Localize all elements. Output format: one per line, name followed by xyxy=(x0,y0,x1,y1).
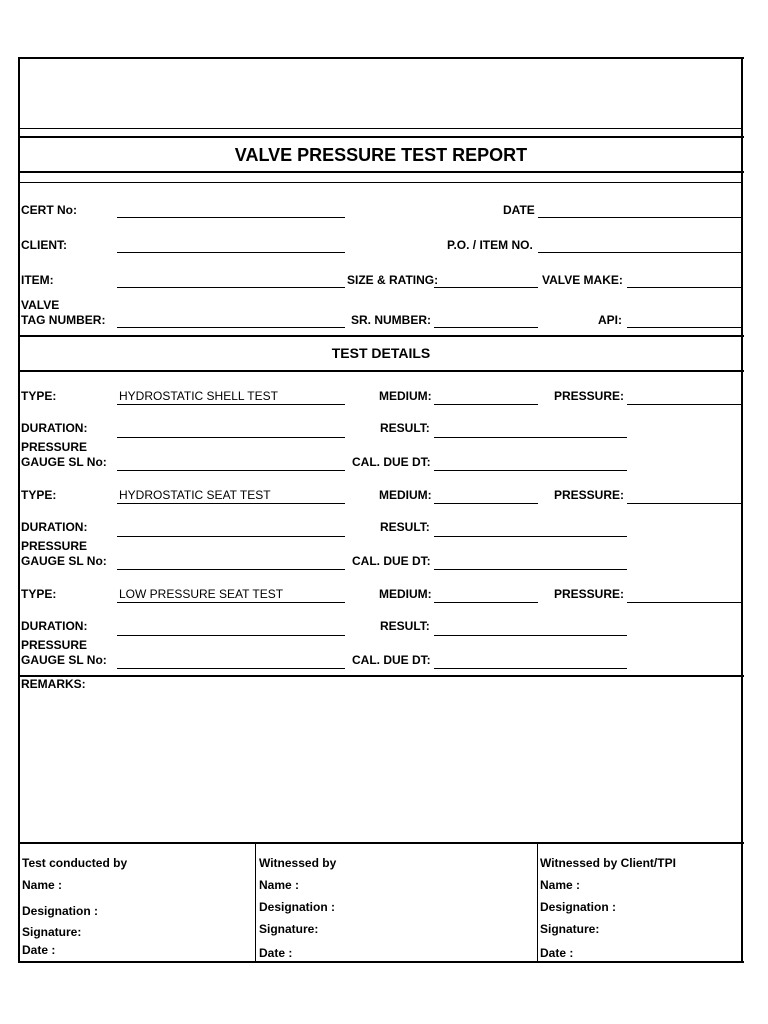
result-label: RESULT: xyxy=(380,619,430,633)
column-heading: Test conducted by xyxy=(22,856,128,870)
cal-due-label: CAL. DUE DT: xyxy=(352,455,431,469)
name-label: Name : xyxy=(259,878,300,892)
api-field[interactable] xyxy=(627,327,742,328)
size-rating-label: SIZE & RATING: xyxy=(347,273,439,287)
rule xyxy=(18,171,744,173)
date-label: DATE xyxy=(503,203,535,217)
column-heading: Witnessed by Client/TPI xyxy=(540,856,676,870)
medium-field[interactable] xyxy=(434,404,538,405)
designation-label: Designation : xyxy=(540,900,617,914)
type-label: TYPE: xyxy=(21,389,57,403)
pressure-label: PRESSURE: xyxy=(554,587,625,601)
frame-bottom xyxy=(18,961,744,963)
valve-label: VALVE xyxy=(21,298,60,312)
rule xyxy=(18,675,744,677)
rule xyxy=(18,136,744,138)
duration-label: DURATION: xyxy=(21,520,88,534)
gauge-sl-field[interactable] xyxy=(117,470,345,471)
remarks-field[interactable] xyxy=(20,692,741,840)
pressure-gauge-label: PRESSURE xyxy=(21,638,88,652)
cal-due-label: CAL. DUE DT: xyxy=(352,653,431,667)
designation-label: Designation : xyxy=(259,900,336,914)
tag-number-field[interactable] xyxy=(117,327,345,328)
type-value: HYDROSTATIC SEAT TEST xyxy=(119,488,271,502)
type-label: TYPE: xyxy=(21,488,57,502)
date-label: Date : xyxy=(540,946,574,960)
api-label: API: xyxy=(598,313,622,327)
gauge-sl-label: GAUGE SL No: xyxy=(21,455,107,469)
result-field[interactable] xyxy=(434,536,627,537)
date-field[interactable] xyxy=(538,217,742,218)
tag-number-label: TAG NUMBER: xyxy=(21,313,106,327)
type-field[interactable] xyxy=(117,503,345,504)
gauge-sl-label: GAUGE SL No: xyxy=(21,554,107,568)
date-label: Date : xyxy=(259,946,293,960)
test-details-heading: TEST DETAILS xyxy=(331,345,431,361)
duration-label: DURATION: xyxy=(21,421,88,435)
size-rating-field[interactable] xyxy=(434,287,538,288)
pressure-field[interactable] xyxy=(627,602,742,603)
cal-due-field[interactable] xyxy=(434,470,627,471)
type-value: HYDROSTATIC SHELL TEST xyxy=(119,389,278,403)
result-field[interactable] xyxy=(434,635,627,636)
item-field[interactable] xyxy=(117,287,345,288)
type-field[interactable] xyxy=(117,404,345,405)
result-field[interactable] xyxy=(434,437,627,438)
column-heading: Witnessed by xyxy=(259,856,337,870)
medium-field[interactable] xyxy=(434,503,538,504)
po-item-label: P.O. / ITEM NO. xyxy=(447,238,533,252)
result-label: RESULT: xyxy=(380,421,430,435)
designation-label: Designation : xyxy=(22,904,99,918)
signature-label: Signature: xyxy=(22,925,82,939)
item-label: ITEM: xyxy=(21,273,54,287)
result-label: RESULT: xyxy=(380,520,430,534)
duration-field[interactable] xyxy=(117,536,345,537)
pressure-gauge-label: PRESSURE xyxy=(21,539,88,553)
pressure-field[interactable] xyxy=(627,404,742,405)
po-item-field[interactable] xyxy=(538,252,742,253)
type-label: TYPE: xyxy=(21,587,57,601)
name-label: Name : xyxy=(22,878,63,892)
medium-label: MEDIUM: xyxy=(379,587,432,601)
frame-top xyxy=(18,57,744,59)
pressure-gauge-label: PRESSURE xyxy=(21,440,88,454)
rule xyxy=(18,842,744,844)
cert-no-label: CERT No: xyxy=(21,203,77,217)
rule xyxy=(18,128,743,129)
medium-field[interactable] xyxy=(434,602,538,603)
duration-field[interactable] xyxy=(117,437,345,438)
gauge-sl-field[interactable] xyxy=(117,569,345,570)
valve-make-field[interactable] xyxy=(627,287,742,288)
frame-right xyxy=(741,57,743,963)
cal-due-field[interactable] xyxy=(434,668,627,669)
duration-label: DURATION: xyxy=(21,619,88,633)
gauge-sl-label: GAUGE SL No: xyxy=(21,653,107,667)
sr-number-field[interactable] xyxy=(434,327,538,328)
column-divider xyxy=(537,843,538,962)
duration-field[interactable] xyxy=(117,635,345,636)
pressure-field[interactable] xyxy=(627,503,742,504)
pressure-label: PRESSURE: xyxy=(554,389,625,403)
cal-due-label: CAL. DUE DT: xyxy=(352,554,431,568)
column-divider xyxy=(255,843,256,962)
rule xyxy=(18,335,744,337)
medium-label: MEDIUM: xyxy=(379,488,432,502)
type-value: LOW PRESSURE SEAT TEST xyxy=(119,587,284,601)
page-title: VALVE PRESSURE TEST REPORT xyxy=(234,145,528,165)
cal-due-field[interactable] xyxy=(434,569,627,570)
client-label: CLIENT: xyxy=(21,238,67,252)
rule xyxy=(18,182,743,183)
gauge-sl-field[interactable] xyxy=(117,668,345,669)
type-field[interactable] xyxy=(117,602,345,603)
signature-label: Signature: xyxy=(259,922,319,936)
cert-no-field[interactable] xyxy=(117,217,345,218)
valve-make-label: VALVE MAKE: xyxy=(542,273,623,287)
signature-label: Signature: xyxy=(540,922,600,936)
client-field[interactable] xyxy=(117,252,345,253)
remarks-label: REMARKS: xyxy=(21,677,86,691)
name-label: Name : xyxy=(540,878,581,892)
rule xyxy=(18,370,744,372)
pressure-label: PRESSURE: xyxy=(554,488,625,502)
date-label: Date : xyxy=(22,943,56,957)
medium-label: MEDIUM: xyxy=(379,389,432,403)
sr-number-label: SR. NUMBER: xyxy=(351,313,431,327)
